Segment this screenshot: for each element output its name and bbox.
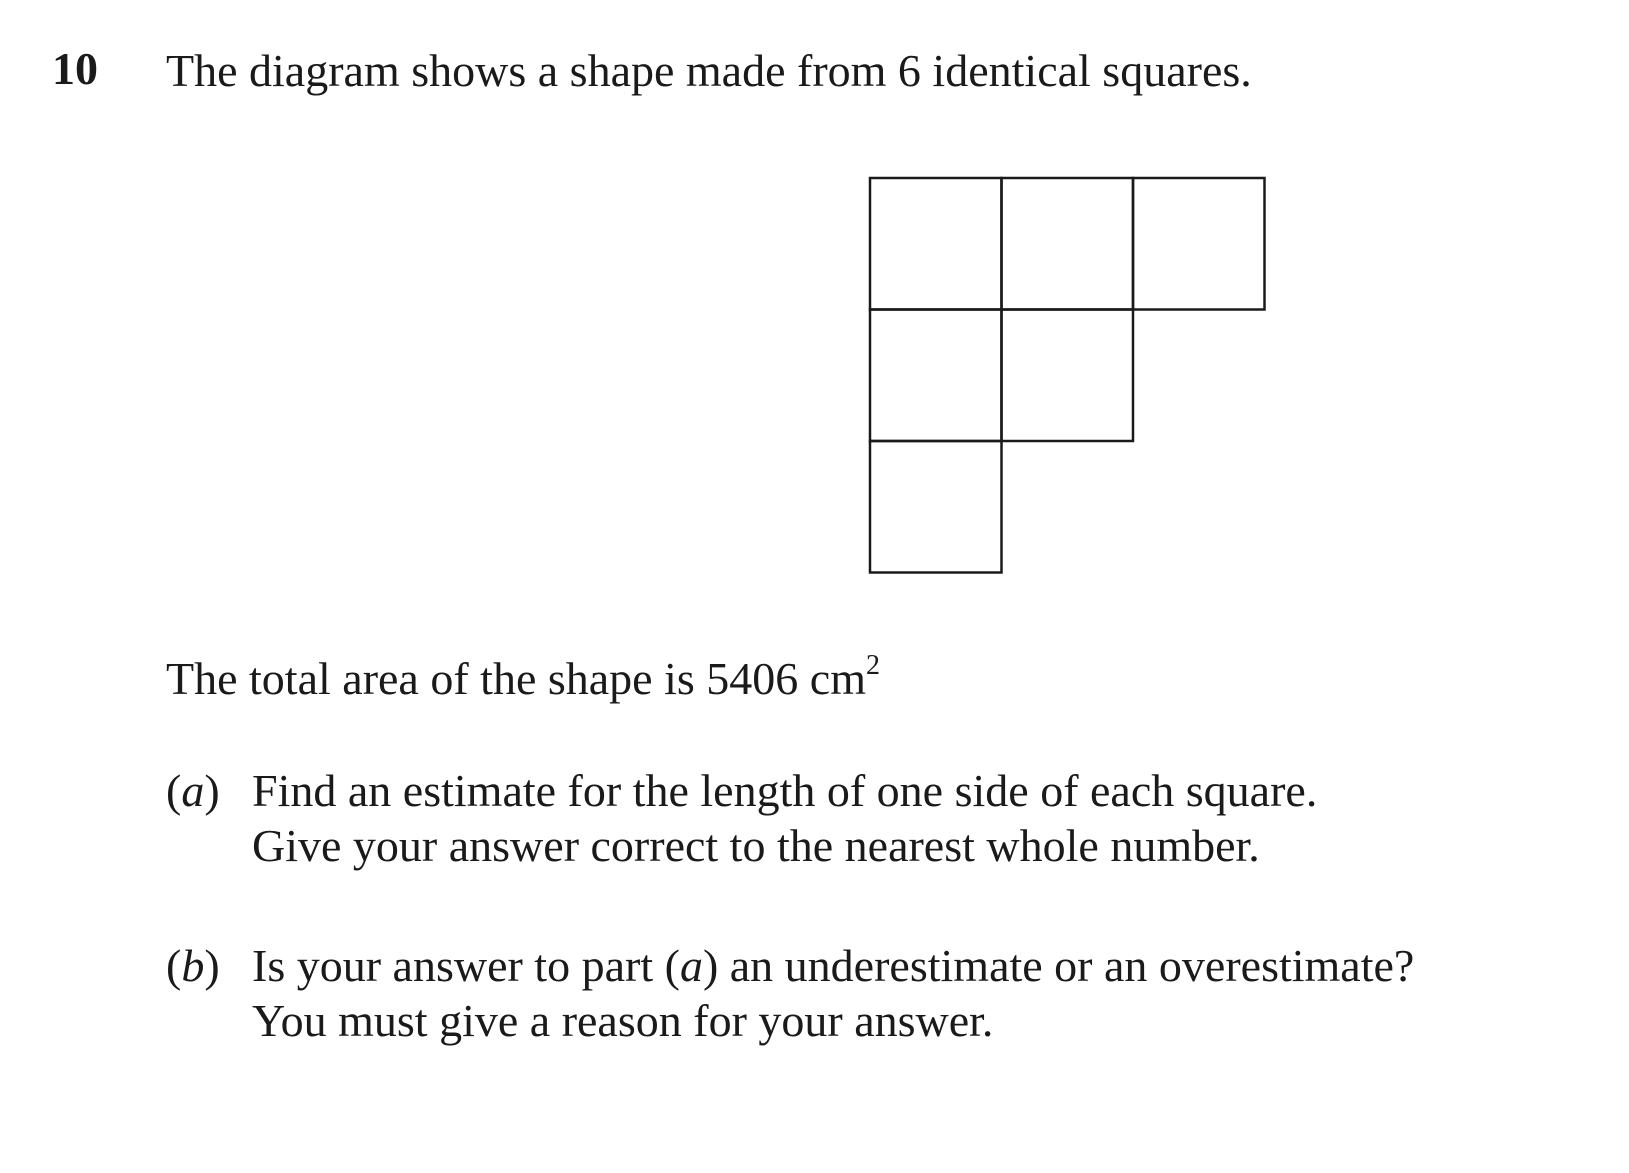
part-b-line-1-pre: Is your answer to part ( [252,940,680,991]
part-b-line-1-ref: a [679,940,703,991]
square-r2-c2 [1002,310,1134,442]
part-a-label [166,765,220,816]
area-superscript: 2 [865,649,880,681]
square-r1-c1 [870,178,1002,310]
part-b-line-2: You must give a reason for your answer. [252,995,994,1046]
question-intro: The diagram shows a shape made from 6 identical squares. [166,45,1252,96]
square-r1-c2 [1002,178,1134,310]
part-a-open: ( [166,765,182,816]
part-a-line-1: Find an estimate for the length of one side of each square. [252,765,1318,816]
part-b-label [166,940,220,991]
part-b-close: ) [204,940,220,991]
part-a-letter: a [181,765,205,816]
part-a-line-2: Give your answer correct to the nearest whole number. [252,820,1260,871]
area-text: The total area of the shape is 5406 cm [166,653,866,704]
square-r2-c1 [870,310,1002,442]
part-b-letter: b [181,940,205,991]
area-statement [166,649,880,704]
part-b-open: ( [166,940,182,991]
part-b-line-1 [252,940,1415,991]
square-r3-c1 [870,441,1002,573]
part-a-close: ) [204,765,220,816]
square-r1-c3 [1133,178,1265,310]
question-number: 10 [52,43,98,94]
part-b-line-1-post: ) an underestimate or an overestimate? [702,940,1415,991]
squares-group [870,178,1265,573]
